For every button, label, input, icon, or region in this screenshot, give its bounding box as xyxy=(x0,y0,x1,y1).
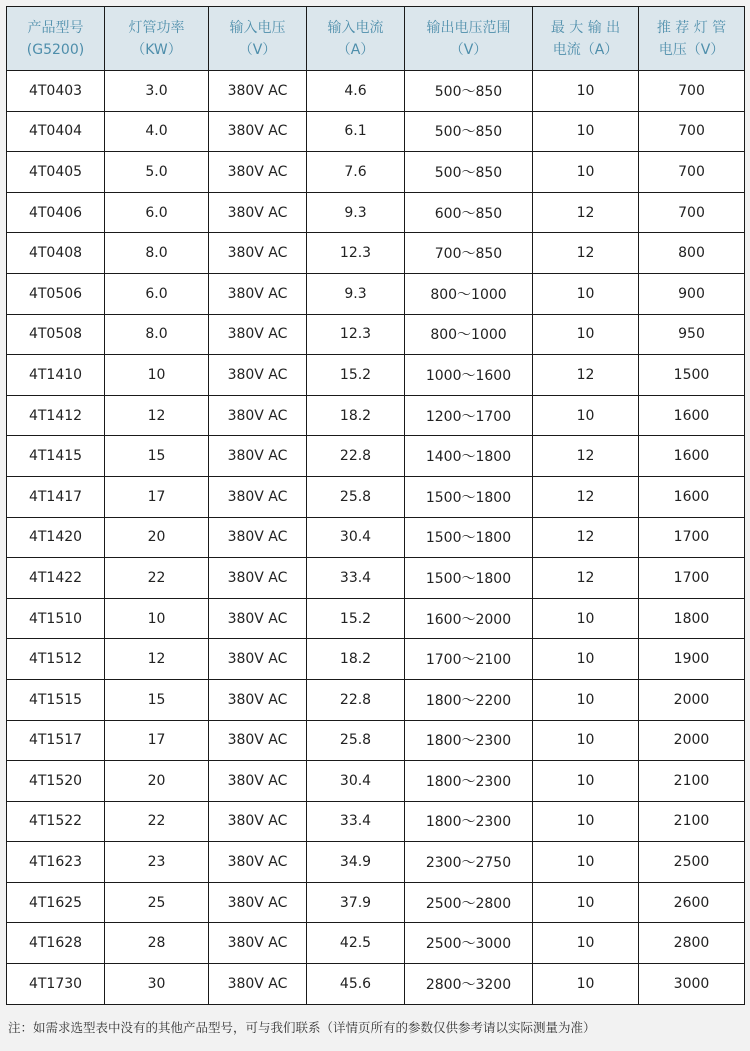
table-cell: 4T0506 xyxy=(7,273,105,314)
table-cell: 800～1000 xyxy=(405,273,533,314)
column-header-title: 输出电压范围 xyxy=(426,19,511,36)
table-cell: 4T1417 xyxy=(7,476,105,517)
table-cell: 20 xyxy=(105,517,209,558)
table-cell: 20 xyxy=(105,761,209,802)
table-cell: 1600 xyxy=(639,476,745,517)
table-cell: 12 xyxy=(105,639,209,680)
table-cell: 380V AC xyxy=(209,71,307,112)
table-cell: 380V AC xyxy=(209,720,307,761)
table-cell: 25.8 xyxy=(307,720,405,761)
table-row xyxy=(7,395,745,436)
table-cell: 22.8 xyxy=(307,436,405,477)
table-row xyxy=(7,801,745,842)
table-row xyxy=(7,923,745,964)
table-cell: 1800～2200 xyxy=(405,679,533,720)
column-header-title: 输入电压 xyxy=(229,19,286,36)
table-cell: 380V AC xyxy=(209,964,307,1005)
table-cell: 3000 xyxy=(639,964,745,1005)
table-cell: 700 xyxy=(639,111,745,152)
table-cell: 4T1628 xyxy=(7,923,105,964)
table-cell: 4T1623 xyxy=(7,842,105,883)
table-cell: 37.9 xyxy=(307,882,405,923)
table-body xyxy=(7,71,745,1005)
column-header-title: 产品型号 xyxy=(27,19,84,36)
table-cell: 30.4 xyxy=(307,761,405,802)
table-cell: 10 xyxy=(533,273,639,314)
table-cell: 9.3 xyxy=(307,273,405,314)
column-header xyxy=(105,7,209,71)
table-cell: 500～850 xyxy=(405,71,533,112)
table-cell: 4T0403 xyxy=(7,71,105,112)
table-cell: 22 xyxy=(105,801,209,842)
table-cell: 380V AC xyxy=(209,192,307,233)
table-cell: 1800 xyxy=(639,598,745,639)
table-cell: 380V AC xyxy=(209,679,307,720)
table-cell: 1600～2000 xyxy=(405,598,533,639)
table-cell: 800～1000 xyxy=(405,314,533,355)
table-cell: 4T1730 xyxy=(7,964,105,1005)
table-cell: 380V AC xyxy=(209,801,307,842)
table-cell: 380V AC xyxy=(209,314,307,355)
table-cell: 380V AC xyxy=(209,476,307,517)
table-cell: 700 xyxy=(639,152,745,193)
table-cell: 2000 xyxy=(639,679,745,720)
table-cell: 18.2 xyxy=(307,395,405,436)
table-cell: 2800 xyxy=(639,923,745,964)
table-cell: 1400～1800 xyxy=(405,436,533,477)
table-cell: 1600 xyxy=(639,395,745,436)
table-cell: 12.3 xyxy=(307,233,405,274)
table-cell: 380V AC xyxy=(209,761,307,802)
table-cell: 4T0404 xyxy=(7,111,105,152)
table-cell: 5.0 xyxy=(105,152,209,193)
table-cell: 1500～1800 xyxy=(405,476,533,517)
table-cell: 380V AC xyxy=(209,923,307,964)
table-cell: 2500 xyxy=(639,842,745,883)
table-cell: 6.1 xyxy=(307,111,405,152)
table-cell: 700～850 xyxy=(405,233,533,274)
table-cell: 380V AC xyxy=(209,233,307,274)
table-cell: 900 xyxy=(639,273,745,314)
table-cell: 4T1422 xyxy=(7,558,105,599)
table-cell: 380V AC xyxy=(209,517,307,558)
column-header xyxy=(533,7,639,71)
table-cell: 2000 xyxy=(639,720,745,761)
table-cell: 4.0 xyxy=(105,111,209,152)
table-cell: 10 xyxy=(533,882,639,923)
table-cell: 380V AC xyxy=(209,273,307,314)
table-cell: 12 xyxy=(533,476,639,517)
table-cell: 42.5 xyxy=(307,923,405,964)
table-cell: 380V AC xyxy=(209,882,307,923)
table-cell: 4T1410 xyxy=(7,355,105,396)
table-cell: 380V AC xyxy=(209,152,307,193)
table-cell: 17 xyxy=(105,476,209,517)
table-cell: 12 xyxy=(533,233,639,274)
table-cell: 12 xyxy=(533,558,639,599)
table-cell: 1500 xyxy=(639,355,745,396)
table-cell: 380V AC xyxy=(209,639,307,680)
table-row xyxy=(7,761,745,802)
table-cell: 18.2 xyxy=(307,639,405,680)
table-cell: 2500～3000 xyxy=(405,923,533,964)
table-cell: 1800～2300 xyxy=(405,801,533,842)
table-cell: 2800～3200 xyxy=(405,964,533,1005)
table-cell: 4T1420 xyxy=(7,517,105,558)
table-row xyxy=(7,517,745,558)
table-row xyxy=(7,436,745,477)
table-cell: 10 xyxy=(533,923,639,964)
table-cell: 10 xyxy=(533,720,639,761)
table-cell: 4T0408 xyxy=(7,233,105,274)
footnote: 注：如需求选型表中没有的其他产品型号，可与我们联系（详情页所有的参数仅供参考请以实际测量为准） xyxy=(8,1020,596,1035)
table-cell: 4T1412 xyxy=(7,395,105,436)
table-cell: 2100 xyxy=(639,801,745,842)
header-row xyxy=(7,7,745,71)
table-cell: 1700 xyxy=(639,517,745,558)
table-cell: 700 xyxy=(639,192,745,233)
table-cell: 2100 xyxy=(639,761,745,802)
table-cell: 7.6 xyxy=(307,152,405,193)
table-cell: 10 xyxy=(533,111,639,152)
table-cell: 8.0 xyxy=(105,314,209,355)
table-cell: 23 xyxy=(105,842,209,883)
table-cell: 380V AC xyxy=(209,395,307,436)
table-cell: 1900 xyxy=(639,639,745,680)
table-cell: 3.0 xyxy=(105,71,209,112)
table-cell: 4T1625 xyxy=(7,882,105,923)
table-cell: 4T0406 xyxy=(7,192,105,233)
table-cell: 15 xyxy=(105,679,209,720)
column-header-title: 输入电流 xyxy=(327,19,384,36)
table-row xyxy=(7,476,745,517)
table-row xyxy=(7,355,745,396)
table-cell: 8.0 xyxy=(105,233,209,274)
table-cell: 22 xyxy=(105,558,209,599)
table-row xyxy=(7,639,745,680)
table-cell: 25.8 xyxy=(307,476,405,517)
table-cell: 12 xyxy=(533,192,639,233)
table-cell: 6.0 xyxy=(105,192,209,233)
table-row xyxy=(7,314,745,355)
column-header xyxy=(405,7,533,71)
table-row xyxy=(7,679,745,720)
table-cell: 800 xyxy=(639,233,745,274)
table-cell: 15.2 xyxy=(307,598,405,639)
table-header xyxy=(7,7,745,71)
table-cell: 380V AC xyxy=(209,598,307,639)
table-cell: 700 xyxy=(639,71,745,112)
table-cell: 380V AC xyxy=(209,558,307,599)
table-cell: 33.4 xyxy=(307,801,405,842)
column-header xyxy=(307,7,405,71)
table-row xyxy=(7,71,745,112)
column-header-title: 推 荐 灯 管 xyxy=(656,19,727,36)
table-row xyxy=(7,192,745,233)
column-header-unit: （A） xyxy=(336,41,375,58)
table-cell: 1700～2100 xyxy=(405,639,533,680)
table-cell: 12 xyxy=(533,355,639,396)
table-cell: 6.0 xyxy=(105,273,209,314)
table-cell: 10 xyxy=(533,964,639,1005)
table-cell: 10 xyxy=(533,152,639,193)
column-header-unit: （V） xyxy=(449,41,488,58)
table-cell: 4T1522 xyxy=(7,801,105,842)
column-header-unit: （KW） xyxy=(131,41,182,58)
table-cell: 4T1515 xyxy=(7,679,105,720)
table-cell: 4T0508 xyxy=(7,314,105,355)
table-cell: 15 xyxy=(105,436,209,477)
table-row xyxy=(7,233,745,274)
table-cell: 380V AC xyxy=(209,111,307,152)
table-cell: 22.8 xyxy=(307,679,405,720)
column-header-title: 灯管功率 xyxy=(128,19,185,36)
table-cell: 30 xyxy=(105,964,209,1005)
table-cell: 1800～2300 xyxy=(405,720,533,761)
table-row xyxy=(7,842,745,883)
table-cell: 10 xyxy=(533,71,639,112)
table-cell: 1000～1600 xyxy=(405,355,533,396)
table-cell: 12.3 xyxy=(307,314,405,355)
table-cell: 4T1512 xyxy=(7,639,105,680)
table-cell: 2600 xyxy=(639,882,745,923)
table-cell: 1800～2300 xyxy=(405,761,533,802)
table-cell: 10 xyxy=(533,395,639,436)
table-cell: 380V AC xyxy=(209,436,307,477)
table-cell: 600～850 xyxy=(405,192,533,233)
table-cell: 34.9 xyxy=(307,842,405,883)
table-cell: 10 xyxy=(533,639,639,680)
table-cell: 1700 xyxy=(639,558,745,599)
table-cell: 1200～1700 xyxy=(405,395,533,436)
table-cell: 33.4 xyxy=(307,558,405,599)
column-header-title: 最 大 输 出 xyxy=(550,19,621,36)
table-cell: 10 xyxy=(533,801,639,842)
table-cell: 10 xyxy=(105,355,209,396)
table-row xyxy=(7,882,745,923)
table-cell: 380V AC xyxy=(209,355,307,396)
table-cell: 1500～1800 xyxy=(405,558,533,599)
table-cell: 4.6 xyxy=(307,71,405,112)
table-row xyxy=(7,111,745,152)
table-cell: 4T1517 xyxy=(7,720,105,761)
table-cell: 45.6 xyxy=(307,964,405,1005)
table-cell: 4T1520 xyxy=(7,761,105,802)
column-header-unit: 电压（V） xyxy=(658,41,725,58)
table-row xyxy=(7,558,745,599)
table-cell: 15.2 xyxy=(307,355,405,396)
table-cell: 12 xyxy=(533,436,639,477)
table-cell: 500～850 xyxy=(405,152,533,193)
table-cell: 25 xyxy=(105,882,209,923)
table-row xyxy=(7,598,745,639)
table-cell: 12 xyxy=(105,395,209,436)
table-cell: 500～850 xyxy=(405,111,533,152)
table-cell: 950 xyxy=(639,314,745,355)
table-row xyxy=(7,720,745,761)
spec-table xyxy=(6,6,745,1005)
table-cell: 2300～2750 xyxy=(405,842,533,883)
column-header xyxy=(209,7,307,71)
column-header xyxy=(7,7,105,71)
table-cell: 10 xyxy=(533,679,639,720)
table-cell: 4T0405 xyxy=(7,152,105,193)
table-cell: 10 xyxy=(533,842,639,883)
table-cell: 12 xyxy=(533,517,639,558)
table-cell: 28 xyxy=(105,923,209,964)
table-cell: 4T1510 xyxy=(7,598,105,639)
table-row xyxy=(7,273,745,314)
table-cell: 10 xyxy=(533,598,639,639)
column-header-unit: (G5200) xyxy=(26,41,85,58)
table-cell: 380V AC xyxy=(209,842,307,883)
table-cell: 1500～1800 xyxy=(405,517,533,558)
column-header-unit: 电流（A） xyxy=(552,41,619,58)
table-cell: 17 xyxy=(105,720,209,761)
table-cell: 10 xyxy=(105,598,209,639)
table-row xyxy=(7,152,745,193)
table-cell: 9.3 xyxy=(307,192,405,233)
table-row xyxy=(7,964,745,1005)
table-cell: 4T1415 xyxy=(7,436,105,477)
column-header xyxy=(639,7,745,71)
table-cell: 2500～2800 xyxy=(405,882,533,923)
table-cell: 30.4 xyxy=(307,517,405,558)
table-cell: 1600 xyxy=(639,436,745,477)
column-header-unit: （V） xyxy=(238,41,277,58)
table-cell: 10 xyxy=(533,314,639,355)
table-cell: 10 xyxy=(533,761,639,802)
